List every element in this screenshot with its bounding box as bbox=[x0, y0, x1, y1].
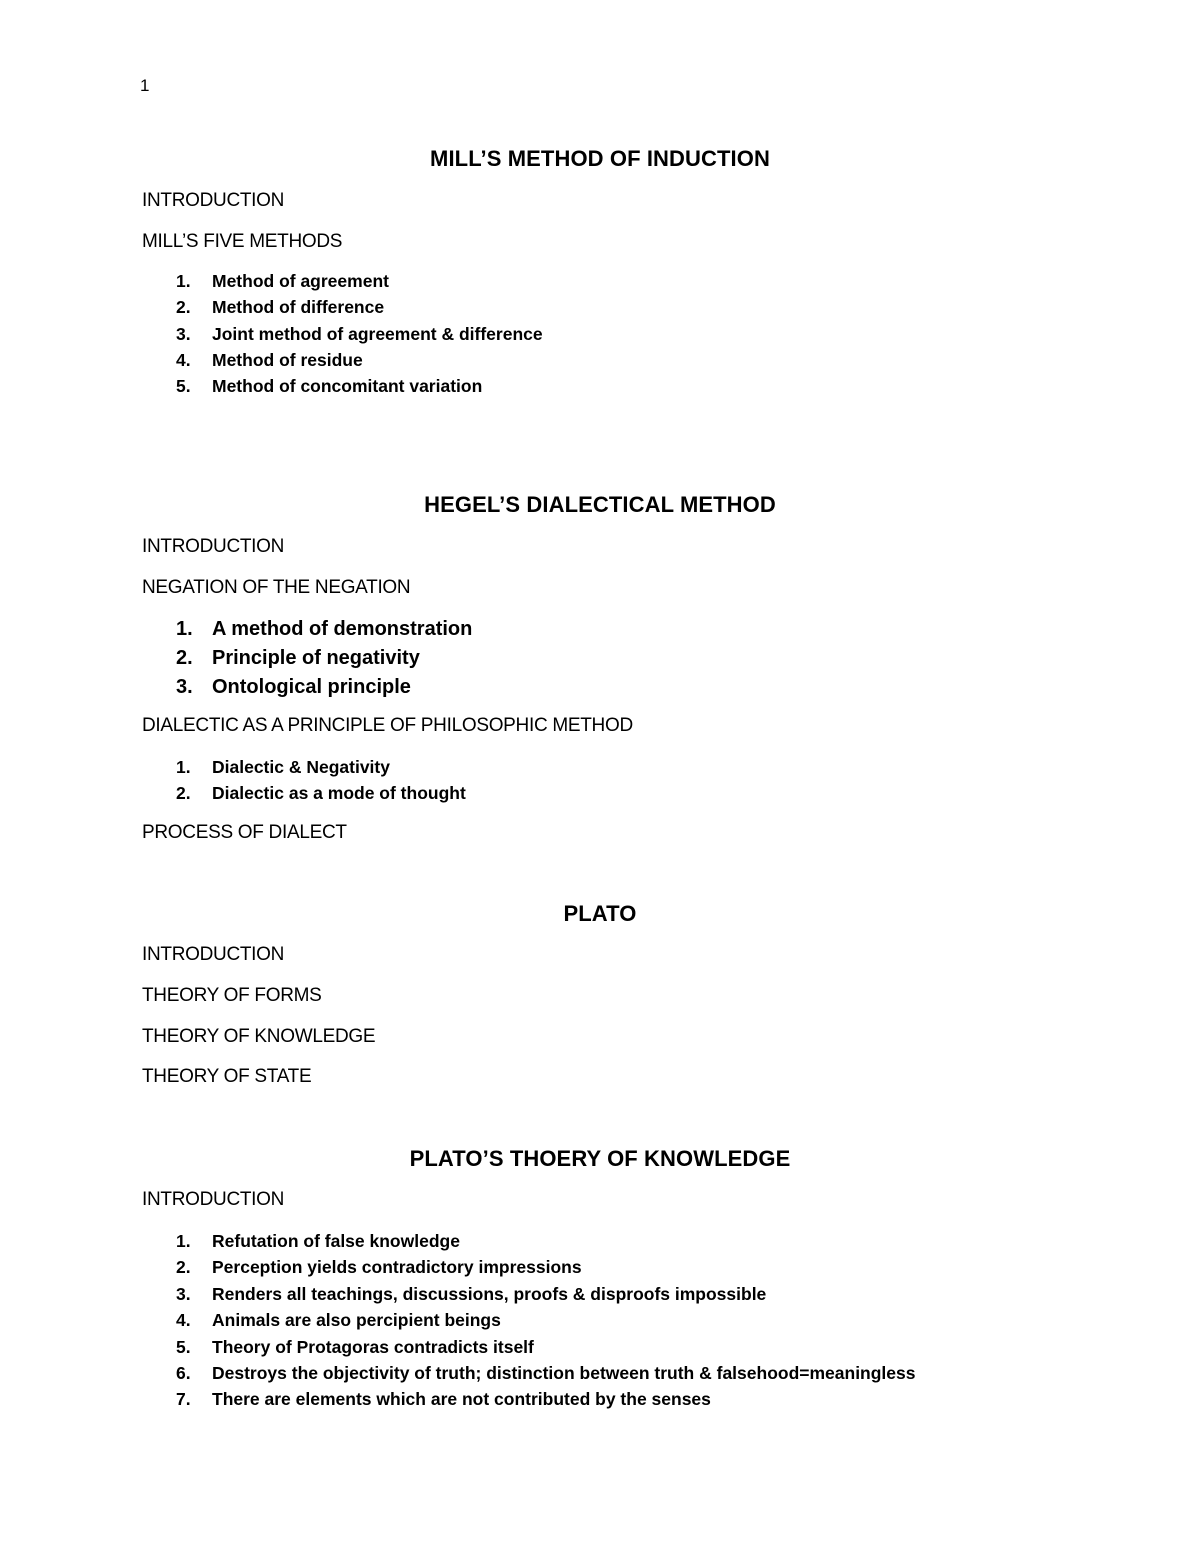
list-item: 2. Perception yields contradictory impressions bbox=[176, 1257, 582, 1278]
list-item: 4. Method of residue bbox=[176, 349, 363, 370]
negation-list bbox=[142, 615, 472, 702]
plato-title: PLATO bbox=[563, 901, 637, 926]
list-item: 4. Animals are also percipient beings bbox=[176, 1310, 501, 1331]
list-item: 2. Dialectic as a mode of thought bbox=[176, 783, 466, 804]
list-item: 5. Theory of Protagoras contradicts itself bbox=[176, 1336, 534, 1357]
theory-of-knowledge-heading: THEORY OF KNOWLEDGE bbox=[142, 1026, 376, 1047]
mill-introduction-heading: INTRODUCTION bbox=[142, 190, 285, 211]
list-item: 5. Method of concomitant variation bbox=[176, 376, 483, 397]
negation-heading: NEGATION OF THE NEGATION bbox=[142, 577, 411, 598]
mill-methods-list bbox=[142, 268, 543, 399]
list-item: 1. Dialectic & Negativity bbox=[176, 757, 390, 777]
process-of-dialect-heading: PROCESS OF DIALECT bbox=[142, 822, 347, 843]
dialectic-principle-heading: DIALECTIC AS A PRINCIPLE OF PHILOSOPHIC METHOD bbox=[142, 715, 633, 736]
theory-of-forms-heading: THEORY OF FORMS bbox=[142, 985, 322, 1006]
list-item: 3. Renders all teachings, discussions, proofs & disproofs impossible bbox=[176, 1283, 767, 1304]
list-item: 6. Destroys the objectivity of truth; distinction between truth & falsehood=meaningless bbox=[176, 1362, 916, 1383]
list-item: 7. There are elements which are not contributed by the senses bbox=[176, 1389, 711, 1410]
mill-five-methods-heading: MILL’S FIVE METHODS bbox=[142, 231, 343, 252]
theory-of-state-heading: THEORY OF STATE bbox=[142, 1066, 312, 1087]
hegel-introduction-heading: INTRODUCTION bbox=[142, 536, 285, 557]
list-item: 3. Ontological principle bbox=[176, 676, 411, 698]
plato-knowledge-title: PLATO’S THOERY OF KNOWLEDGE bbox=[409, 1146, 791, 1171]
list-item: 3. Joint method of agreement & difference bbox=[176, 323, 543, 344]
list-item: 1. Refutation of false knowledge bbox=[176, 1231, 460, 1251]
mill-title: MILL’S METHOD OF INDUCTION bbox=[430, 146, 770, 171]
dialectic-list bbox=[142, 754, 466, 807]
plato-knowledge-introduction-heading: INTRODUCTION bbox=[142, 1189, 285, 1210]
list-item: 1. A method of demonstration bbox=[176, 618, 473, 640]
hegel-title: HEGEL’S DIALECTICAL METHOD bbox=[424, 492, 776, 517]
list-item: 1. Method of agreement bbox=[176, 271, 389, 291]
plato-knowledge-list bbox=[142, 1228, 916, 1413]
list-item: 2. Method of difference bbox=[176, 297, 385, 318]
list-item: 2. Principle of negativity bbox=[176, 647, 420, 669]
plato-introduction-heading: INTRODUCTION bbox=[142, 944, 285, 965]
page-number: 1 bbox=[140, 76, 150, 95]
